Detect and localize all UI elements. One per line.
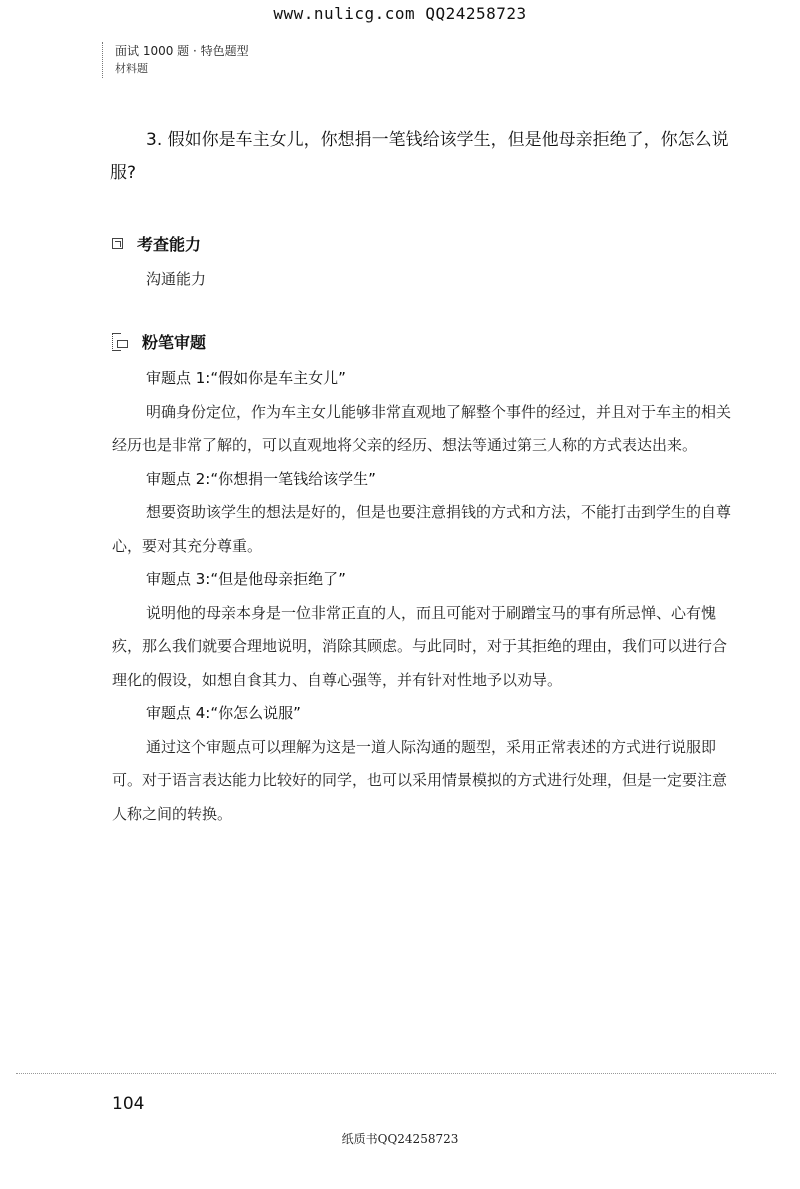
analysis-point-1: 审题点 1:“假如你是车主女儿”: [146, 369, 346, 387]
analysis-point-2: 审题点 2:“你想捐一笔钱给该学生”: [146, 469, 376, 488]
analysis-body: [112, 362, 740, 831]
checkbox-icon: [112, 238, 123, 249]
analysis-point-3: 审题点 3:“但是他母亲拒绝了”: [146, 570, 346, 588]
analysis-paragraph-2: 想要资助该学生的想法是好的，但是也要注意捐钱的方式和方法，不能打击到学生的自尊心，要对其充分尊重。: [112, 503, 732, 555]
analysis-paragraph-4: 通过这个审题点可以理解为这是一道人际沟通的题型，采用正常表述的方式进行说服即可。对于语言表达能力比较好的同学，也可以采用情景模拟的方式进行处理，但是一定要注意人称之间的转换。: [112, 737, 728, 823]
page-number: 104: [112, 1094, 145, 1114]
footer-divider: [16, 1073, 776, 1074]
header-subtitle: 材料题: [115, 62, 148, 75]
section-ability: [112, 232, 201, 255]
section-analysis: [112, 330, 206, 353]
header-title: 面试 1000 题 · 特色题型: [115, 44, 249, 58]
analysis-paragraph-1: 明确身份定位，作为车主女儿能够非常直观地了解整个事件的经过，并且对于车主的相关经历也是非常了解的，可以直观地将父亲的经历、想法等通过第三人称的方式表达出来。: [112, 402, 732, 454]
analysis-paragraph-3: 说明他的母亲本身是一位非常正直的人，而且可能对于刷蹭宝马的事有所忌惮、心有愧疚，那么我们就要合理地说明，消除其顾虑。与此同时，对于其拒绝的理由，我们可以进行合理化的假设，如想自食其力、自尊心强等，并有针对性地予以劝导。: [112, 603, 728, 689]
section-ability-title: 考查能力: [137, 235, 202, 254]
question-text: 3. 假如你是车主女儿，你想捐一笔钱给该学生，但是他母亲拒绝了，你怎么说服?: [110, 130, 729, 183]
analysis-point-4: 审题点 4:“你怎么说服”: [146, 704, 301, 722]
ability-value: 沟通能力: [146, 270, 207, 288]
chalk-icon: [112, 333, 128, 351]
running-header: [102, 42, 249, 78]
watermark-bottom: 纸质书QQ24258723: [341, 1132, 459, 1146]
section-analysis-title: 粉笔审题: [142, 333, 207, 352]
watermark-top: www.nulicg.com QQ24258723: [273, 4, 527, 23]
